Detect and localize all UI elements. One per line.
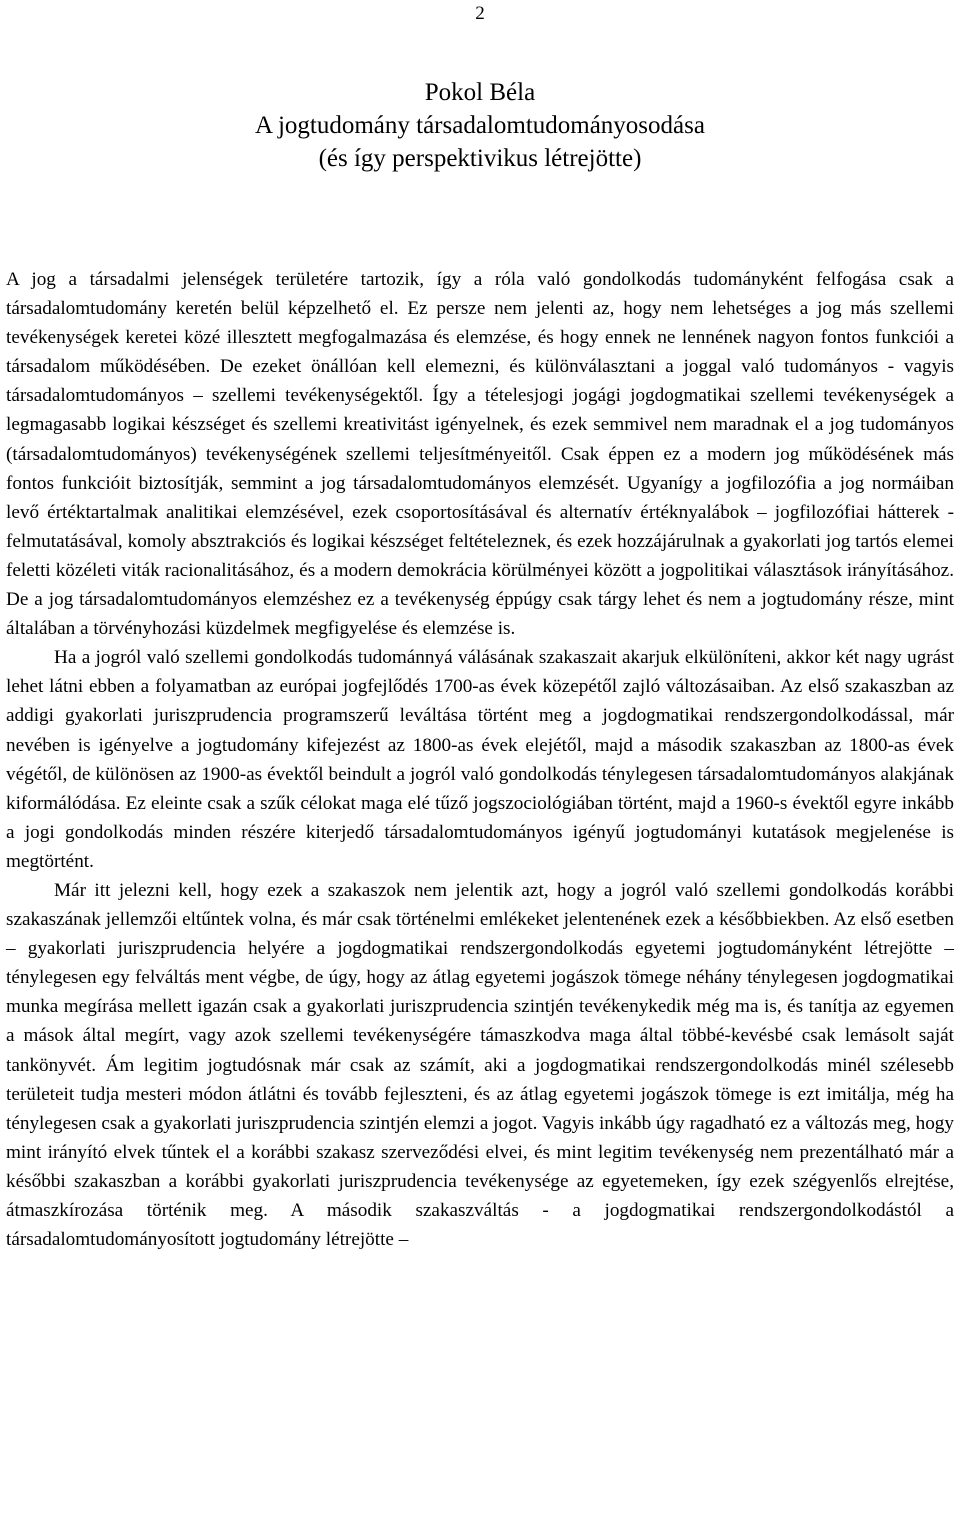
- title-block: [0, 76, 960, 175]
- paragraph-2: Ha a jogról való szellemi gondolkodás tudománnyá válásának szakaszait akarjuk elkülöníteni, akkor két nagy ugrást lehet látni ebben a folyamatban az európai jogfejlődés 1700-as évek közepétől zajló változásaiban. Az első szakaszban az addigi gyakorlati juriszprudencia programszerű leváltása történt meg a jogdogmatikai rendszergondolkodással, már nevében is igényelve a jogtudomány kifejezést az 1800-as évek elejétől, majd a második szakaszban az 1800-as évek végétől, de különösen az 1900-as évektől beindult a jogról való gondolkodás ténylegesen társadalomtudományos alakjának kiformálódása. Ez eleinte csak a szűk célokat maga elé tűző jogszociológiában történt, majd a 1960-s évektől egyre inkább a jogi gondolkodás minden részére kiterjedő társadalomtudományos igényű jogtudományi kutatások megjelenése is megtörtént.: [6, 647, 954, 872]
- document-subtitle: (és így perspektivikus létrejötte): [318, 145, 642, 172]
- author-name: Pokol Béla: [424, 79, 536, 106]
- paragraph-3: Már itt jelezni kell, hogy ezek a szakaszok nem jelentik azt, hogy a jogról való szellemi gondolkodás korábbi szakaszának jellemzői eltűntek volna, és már csak történelmi emlékeket jelentenének ezek a későbbiekben. Az első esetben – gyakorlati juriszprudencia helyére a jogdogmatikai rendszergondolkodás egyetemi jogtudományként létrejötte – ténylegesen egy felváltás ment végbe, de úgy, hogy az átlag egyetemi jogászok tömege néhány ténylegesen jogdogmatikai munka megírása mellett igazán csak a gyakorlati juriszprudencia szintjén tevékenykedik még ma is, és tanítja az egyemen a mások által megírt, vagy azok szellemi tevékenységére támaszkodva maga által többé-kevésbé csak lemásolt saját tankönyvét. Ám legitim jogtudósnak már csak az számít, aki a jogdogmatikai rendszergondolkodás minél szélesebb területeit tudja mesteri módon átlátni és tovább fejleszteni, és az átlag egyetemi jogászok tömege is ezt imitálja, még ha ténylegesen csak a gyakorlati juriszprudencia szintjén elemzi a jogot. Vagyis inkább úgy ragadható ez a változás meg, hogy mint irányító elvek tűntek el a korábbi szakasz szerveződési elvei, és mint legitim tevékenység nem prezentálható már a későbbi szakaszban a korábbi gyakorlati juriszprudencia tevékenysége az egyetemeken, így ezek szégyenlős elrejtése, átmaszkírozása történik meg. A második szakaszváltás - a jogdogmatikai rendszergondolkodástól a társadalomtudományosított jogtudomány létrejötte –: [6, 879, 954, 1251]
- paragraph-1: A jog a társadalmi jelenségek területére tartozik, így a róla való gondolkodás tudományként felfogása csak a társadalomtudomány keretén belül képzelhető el. Ez persze nem jelenti az, hogy nem lehetséges a jog más szellemi tevékenységek keretei közé illesztett megfogalmazása és elemzése, és hogy ennek ne lennének nagyon fontos funkciói a társadalom működésében. De ezeket önállóan kell elemezni, és különválasztani a joggal való tudományos - vagyis társadalomtudományos – szellemi tevékenységektől. Így a tételesjogi jogági jogdogmatikai szellemi tevékenységek a legmagasabb logikai készséget és szellemi kreativitást igényelnek, és ezek semmivel nem maradnak el a jog tudományos (társadalomtudományos) tevékenységének szellemi teljesítményeitől. Csak éppen ez a modern jog működésének más fontos funkcióit biztosítják, semmint a jog társadalomtudományos elemzését. Ugyanígy a jogfilozófia a jog normáiban levő értéktartalmak analitikai elemzésével, ezek csoportosításával és alternatív értéknyalábok – jogfilozófiai hátterek - felmutatásával, komoly absztrakciós és logikai készséget feltételeznek, és ezek hozzájárulnak a gyakorlati jog tartós elemei feletti közéleti viták racionalitásához, és a modern demokrácia körülményei között a jogpolitikai választások irányításához. De a jog társadalomtudományos elemzéshez ez a tevékenység éppúgy csak tárgy lehet és nem a jogtudomány része, mint általában a törvényhozási küzdelmek megfigyelése és elemzése is.: [6, 269, 954, 640]
- document-title: A jogtudomány társadalomtudományosodása: [255, 112, 705, 139]
- page-number: 2: [475, 3, 485, 24]
- body-text: [6, 265, 954, 1254]
